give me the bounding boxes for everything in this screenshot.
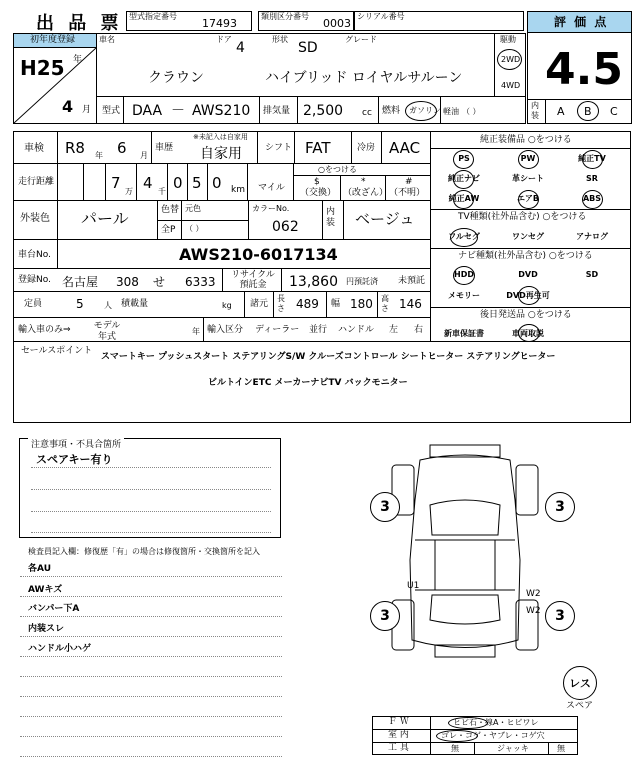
width-label: 幅: [331, 299, 341, 309]
class-no-label: 類別区分番号: [261, 12, 309, 21]
tv-title: TV種類(社外品含む) ○をつける: [458, 212, 587, 222]
car-name-value: クラウン: [148, 70, 204, 86]
registration-label: 登録No.: [18, 275, 51, 285]
inspector-line: ハンドル小ハゲ: [28, 644, 92, 654]
recycle-unpaid: 未預託: [398, 276, 426, 286]
import-parallel: 並行: [309, 325, 328, 335]
tv-oneseg: ワンセグ: [512, 232, 544, 241]
color-change-label: 色替: [161, 205, 180, 215]
later-manual: 車両取説: [512, 329, 544, 338]
interior-cond-value: ゴレ・コゲ・ヤブレ・コゲ穴: [441, 731, 545, 740]
equip-circle: [518, 190, 539, 209]
length-value: 489: [296, 297, 319, 311]
circle-note: ○をつける: [318, 165, 357, 174]
equip-circle: [582, 150, 603, 169]
year-unit: 年: [73, 55, 83, 65]
height-value: 146: [399, 297, 422, 311]
alter-sym: *: [361, 177, 366, 187]
serial-label: シリアル番号: [357, 12, 405, 21]
navi-circle: [453, 266, 475, 285]
light-oil-label: 軽油: [443, 107, 459, 116]
equip-navi: 純正ナビ: [448, 174, 480, 183]
interior-cond-circle: [436, 730, 478, 742]
equip-circle: [453, 150, 474, 169]
tv-analog: アナログ: [576, 232, 608, 241]
tv-circle: [450, 228, 478, 247]
type-code: AWS210: [192, 103, 251, 119]
score-value: 4.5: [545, 44, 623, 95]
height-label: 高さ: [381, 294, 389, 313]
grade-b: B: [584, 105, 592, 118]
equip-circle: [453, 190, 474, 209]
equip-abs: ABS: [582, 194, 602, 203]
sales-point-line2: ビルトインETC メーカーナビTV バックモニター: [208, 378, 408, 388]
equip-tv: 純正TV: [578, 154, 606, 163]
disp-value: 2,500: [303, 103, 344, 119]
mark-u1: U1: [407, 581, 420, 591]
mileage-label: 走行距離: [18, 177, 55, 187]
spare-circle: [563, 666, 597, 700]
color-label: 外装色: [20, 213, 50, 224]
sales-point-label: セールスポイント: [21, 346, 93, 356]
disp-label: 排気量: [263, 106, 291, 116]
unknown-label: （不明）: [389, 188, 426, 198]
interior-color-label: 内装: [326, 207, 336, 228]
fw-label: Ｆ Ｗ: [388, 717, 409, 727]
class-no-value: 0003: [323, 17, 351, 30]
chassis-value: AWS210-6017134: [179, 245, 338, 264]
tools-value: 無: [451, 744, 459, 753]
capacity-label: 定員: [24, 299, 43, 309]
sen-unit: 千: [158, 187, 166, 196]
tools-label: 工 具: [388, 743, 409, 753]
model-year-label: モデル年式: [93, 321, 121, 342]
navi-memory: メモリー: [448, 291, 480, 300]
spare-label: スペア: [566, 701, 594, 711]
color-paren: （ ）: [185, 224, 204, 233]
handle-left: 左: [389, 325, 399, 335]
inspector-line: 内装スレ: [28, 624, 65, 634]
navi-dvd: DVD: [518, 270, 538, 279]
fuel-value: ガソリン: [409, 106, 441, 115]
grade-circle: [577, 101, 599, 121]
car-name-label: 車名: [99, 35, 115, 44]
width-value: 180: [350, 297, 373, 311]
load-label: 積載量: [121, 299, 149, 309]
recycle-unit: 円預託済: [346, 277, 378, 286]
color-value: パール: [81, 209, 129, 228]
mileage-d5: 0: [212, 174, 222, 192]
interior-color-value: ベージュ: [355, 210, 415, 228]
mileage-d2: 4: [143, 174, 153, 192]
door-label: ドア: [216, 35, 232, 44]
history-value: 自家用: [200, 146, 242, 162]
reg-place: 名古屋: [62, 275, 99, 289]
shaken-month-unit: 月: [140, 151, 148, 160]
shape-value: SD: [298, 40, 318, 56]
swap-label: （交換）: [300, 188, 337, 198]
later-circle: [518, 324, 540, 342]
recycle-label: リサイクル預託金: [231, 270, 275, 290]
mile-label: マイル: [258, 183, 285, 193]
type-prefix: DAA: [132, 103, 163, 119]
panel-front-right: 3: [545, 492, 575, 522]
month-unit: 月: [82, 105, 92, 115]
drive-label: 駆動: [500, 35, 516, 44]
color-no-value: 062: [272, 219, 299, 235]
spec-label: 諸元: [250, 299, 269, 309]
drive-2wd: 2WD: [501, 55, 521, 64]
recycle-value: 13,860: [289, 274, 338, 290]
navi-sd: SD: [585, 270, 599, 279]
light-oil-paren: （ ）: [462, 107, 481, 116]
form-title: 出 品 票: [36, 13, 123, 34]
shaken-year-unit: 年: [95, 151, 103, 160]
inspector-label: 検査員記入欄：修復歴「有」の場合は修復箇所・交換箇所を記入: [28, 547, 260, 556]
panel-front-left: 3: [370, 492, 400, 522]
length-label: 長さ: [277, 294, 285, 313]
person-unit: 人: [104, 301, 112, 310]
mark-w2: W2: [526, 589, 541, 599]
equip-leather: 革シート: [512, 174, 544, 183]
first-reg-year: H25: [20, 56, 65, 80]
later-warranty: 新車保証書: [444, 329, 484, 338]
fuel-circle: [405, 101, 437, 121]
first-reg-month: 4: [62, 97, 74, 116]
import-dealer: ディーラー: [255, 325, 300, 335]
drive-4wd: 4WD: [501, 81, 521, 90]
equip-ps: PS: [458, 154, 470, 163]
car-diagram: [380, 440, 550, 670]
equip-circle: [453, 170, 474, 189]
reg-class: 308: [116, 275, 139, 289]
man-unit: 万: [125, 187, 133, 196]
drive-2wd-circle: [497, 49, 522, 70]
mark-w2: W2: [526, 606, 541, 616]
jack-value: 無: [557, 744, 565, 753]
model-no-value: 17493: [202, 17, 237, 30]
handle-label: ハンドル: [338, 325, 375, 335]
shaken-era: R8: [65, 139, 85, 157]
inspector-line: 各AU: [28, 564, 51, 574]
shaken-label: 車検: [24, 143, 44, 154]
disp-unit: cc: [362, 108, 372, 118]
shape-label: 形状: [272, 35, 288, 44]
kg-unit: kg: [222, 301, 232, 310]
tv-fullseg: フルセグ: [448, 232, 480, 241]
chassis-label: 車台No.: [18, 250, 51, 260]
panel-rear-right: 3: [545, 601, 575, 631]
fuel-label: 燃料: [382, 106, 401, 116]
shift-label: シフト: [265, 143, 293, 153]
score-label: 評 価 点: [554, 15, 609, 29]
model-year-unit: 年: [192, 327, 200, 336]
unknown-sym: #: [405, 177, 413, 187]
equip-airbag: エアB: [516, 194, 540, 203]
mileage-d3: 0: [173, 174, 183, 192]
door-value: 4: [236, 40, 245, 56]
grade-label: グレード: [345, 35, 377, 44]
shift-value: FAT: [305, 139, 331, 157]
panel-rear-left: 3: [370, 601, 400, 631]
equip-circle: [582, 190, 603, 209]
grade-value: ハイブリッド ロイヤルサルーン: [265, 70, 463, 86]
interior-cond-label: 室 内: [388, 730, 409, 740]
first-reg-label: 初年度登録: [30, 35, 76, 45]
reg-kana: せ: [153, 275, 166, 289]
sales-point-line1: スマートキー プッシュスタート ステアリングS/W クルーズコントロール シートヒーター ステアリングヒーター: [101, 352, 556, 362]
grade-c: C: [610, 105, 618, 118]
navi-title: ナビ種類(社外品含む) ○をつける: [458, 251, 593, 261]
capacity-value: 5: [76, 297, 84, 311]
model-no-label: 型式指定番号: [129, 12, 177, 21]
notes-line1: スペアキー有り: [36, 453, 113, 466]
equip-circle: [518, 150, 539, 169]
km-unit: km: [231, 185, 245, 195]
fw-value: ヒビ石・線A・ヒビワレ: [453, 718, 539, 727]
spare-value: レス: [569, 677, 591, 690]
mileage-d1: 7: [111, 174, 121, 192]
ac-label: 冷房: [357, 143, 376, 153]
type-dash: －: [171, 103, 185, 119]
shaken-month: 6: [117, 139, 127, 157]
import-class-label: 輸入区分: [207, 325, 244, 335]
notes-label: 注意事項・不具合箇所: [31, 440, 122, 450]
handle-right: 右: [414, 325, 424, 335]
import-label: 輸入車のみ⇒: [18, 325, 71, 335]
history-label: 車歴: [155, 143, 174, 153]
equip-pw: PW: [520, 154, 536, 163]
grade-a: A: [557, 105, 565, 118]
history-note: ※未記入は自家用: [193, 133, 248, 141]
ac-value: AAC: [389, 139, 421, 157]
inspector-line: バンパー下A: [28, 604, 80, 614]
equip-sr: SR: [586, 174, 598, 183]
color-no-label: カラーNo.: [252, 204, 290, 213]
navi-hdd: HDD: [454, 270, 474, 279]
equip-aw: 純正AW: [448, 194, 480, 203]
jack-label: ジャッキ: [497, 744, 529, 753]
orig-color-label: 元色: [185, 204, 201, 213]
color-all-label: 全P: [161, 225, 176, 235]
alter-label: （改ざん）: [343, 188, 389, 198]
equip-title: 純正装備品 ○をつける: [480, 135, 572, 145]
type-label: 型式: [102, 106, 121, 116]
later-title: 後日発送品 ○をつける: [480, 310, 572, 320]
mileage-d4: 5: [192, 174, 202, 192]
navi-circle: [518, 286, 540, 305]
navi-dvd-play: DVD再生可: [506, 291, 550, 300]
reg-number: 6333: [185, 275, 216, 289]
swap-sym: $: [314, 177, 320, 187]
interior-grade-label: 内装: [531, 101, 539, 120]
inspector-line: AWキズ: [28, 585, 63, 595]
fw-circle: [448, 717, 488, 729]
